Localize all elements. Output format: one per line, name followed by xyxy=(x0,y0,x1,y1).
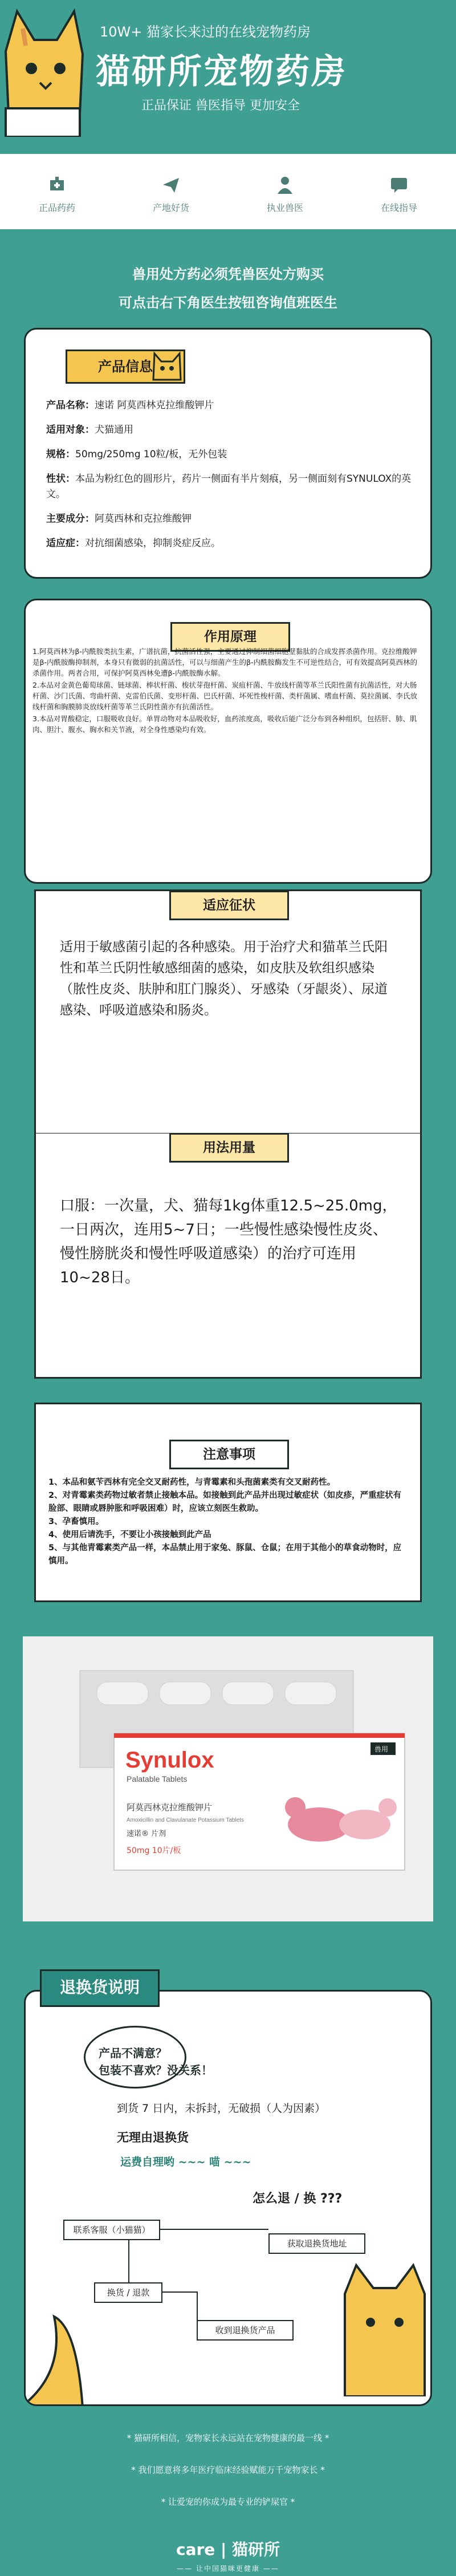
returns-q1: 产品不满意？ xyxy=(99,2046,167,2060)
footer-line: * 我们愿意将多年医疗临床经验赋能万千宠物家长 * xyxy=(131,2465,325,2475)
step-address: 获取退换货地址 xyxy=(268,2233,365,2254)
vet-tag-text: 兽用 xyxy=(374,1745,389,1753)
plane-icon xyxy=(161,174,181,195)
feature-origin xyxy=(114,170,228,214)
step-receive: 收到退换货产品 xyxy=(197,2320,294,2341)
product-en-text: Amoxicillin and Clavulanate Potassium Tablets xyxy=(127,1817,245,1823)
info-row: 规格：50mg/250mg 10粒/板，无外包装 xyxy=(46,449,227,460)
product-box-image xyxy=(23,1636,433,1921)
flow-arrow xyxy=(128,2239,129,2282)
feature-online xyxy=(342,170,456,214)
product-sub-text: Palatable Tablets xyxy=(127,1774,188,1783)
cat-tail-icon xyxy=(24,2305,88,2406)
info-row: 适用对象：犬猫通用 xyxy=(46,424,133,436)
returns-how: 怎么退 / 换 ??? xyxy=(253,2192,343,2206)
notice-line-2: 可点击右下角医生按钮咨询值班医生 xyxy=(119,295,337,311)
cat-mascot-icon xyxy=(0,0,85,137)
returns-shipping-note: 运费自理哟 ~~~ 喵 ~~~ xyxy=(120,2156,251,2168)
feature-vet xyxy=(228,170,342,214)
header-subline: 正品保证 兽医指导 更加安全 xyxy=(141,99,300,113)
returns-rule: 到货 7 日内，未拆封，无破损（人为因素） xyxy=(117,2102,326,2115)
feature-label: 在线指导 xyxy=(380,202,417,213)
product-info-card xyxy=(24,328,432,579)
step-refund: 换货 / 退款 xyxy=(94,2282,162,2303)
feature-bar xyxy=(0,154,456,229)
indications-title: 适应征状 xyxy=(169,891,289,920)
flow-arrow xyxy=(160,2229,268,2230)
note-item: 1、本品和氨苄西林有完全交叉耐药性，与青霉素和头孢菌素类有交叉耐药性。 xyxy=(48,1478,336,1487)
cat-mascot-icon xyxy=(333,2260,430,2396)
footer-line: * 猫研所相信，宠物家长永远站在宠物健康的最一线 * xyxy=(127,2433,329,2443)
info-row: 适应症：对抗细菌感染，抑制炎症反应。 xyxy=(46,538,221,549)
feature-genuine xyxy=(0,170,114,214)
flow-arrow xyxy=(162,2291,197,2293)
header xyxy=(0,0,456,154)
flow-arrow xyxy=(197,2291,198,2320)
mechanism-para: 2.本品对金黄色葡萄球菌、链球菌、棒状杆菌、梭状芽孢杆菌、炭疽杆菌、牛放线杆菌等革兰氏阳性菌有抗菌活性，对大肠杆菌、沙门氏菌、弯曲杆菌、克雷伯氏菌、变形杆菌、巴氏杆菌、坏死性梭杆菌、类杆菌属、嗜血杆菌、莫拉菌属、李氏放线杆菌和胸膜肺炎放线杆菌等革兰氏阴性菌亦有抗菌活性。 xyxy=(32,681,418,711)
mechanism-title: 作用原理 xyxy=(170,622,290,652)
dosage-text: 口服：一次量，犬、猫每1kg体重12.5~25.0mg，一日两次，连用5~7日；一些慢性感染慢性皮炎、慢性膀胱炎和慢性呼吸道感染）的治疗可连用10~28日。 xyxy=(60,1197,397,1286)
info-row: 性状：本品为粉红色的圆形片，药片一侧面有半片刻痕，另一侧面刻有SYNULOX的英文。 xyxy=(46,473,412,500)
returns-title: 退换货说明 xyxy=(40,1969,160,2007)
notes-title: 注意事项 xyxy=(169,1440,289,1469)
product-info-title: 产品信息 xyxy=(66,350,185,384)
dosage-title: 用法用量 xyxy=(169,1133,289,1163)
notes-card xyxy=(34,1403,422,1602)
dosage-card xyxy=(34,1133,422,1379)
mechanism-para: 3.本品对胃酸稳定，口服吸收良好。单胃动物对本品吸收好，血药浓度高，吸收后能广泛分布到各种组织，包括肝、肺、肌肉、胆汁、腹水、胸水和关节液，对全身性感染均有效。 xyxy=(32,714,417,734)
product-photo xyxy=(23,1636,433,1921)
returns-q2: 包装不喜欢？没关系！ xyxy=(99,2063,213,2077)
prescription-notice xyxy=(0,229,456,324)
footer-logo xyxy=(0,2537,456,2573)
product-cn-short-text: 速诺® 片剂 xyxy=(127,1830,166,1838)
indications-card xyxy=(34,889,422,1135)
header-slogan: 10W+ 猫家长来过的在线宠物药房 xyxy=(100,24,311,40)
feature-label: 正品药药 xyxy=(38,202,75,213)
note-item: 2、对青霉素类药物过敏者禁止接触本品。如接触到此产品并出现过敏症状（如皮疹，严重症状有脸部、眼睛或唇肿胀和呼吸困难）时，应该立刻医生救助。 xyxy=(48,1491,402,1513)
notes-list xyxy=(48,1476,408,1568)
medicine-icon xyxy=(47,174,67,195)
feature-label: 产地好货 xyxy=(152,202,189,213)
product-info-list xyxy=(46,398,413,560)
returns-card xyxy=(24,1990,432,2406)
logo-subtitle: —— 让中国猫咪更健康 —— xyxy=(177,2565,279,2573)
note-item: 3、孕畜慎用。 xyxy=(48,1517,104,1526)
mechanism-para: 1.阿莫西林为β-内酰胺类抗生素，广谱抗菌，抗菌活性强，主要通过抑制细菌细胞壁黏肽的合成发挥杀菌作用。克拉维酸钾是β-内酰胺酶抑制剂，本身只有微弱的抗菌活性，可以与细菌产生的β-内酰胺酶发生不可逆性结合，可有效提高阿莫西林的杀菌作用。两者合用，可保护阿莫西林免遭β-内酰胺酶水解。 xyxy=(32,647,417,677)
feature-label: 执业兽医 xyxy=(266,202,303,213)
note-item: 5、与其他青霉素类产品一样，本品禁止用于家兔、豚鼠、仓鼠；在用于其他小的草食动物时，应慎用。 xyxy=(48,1543,402,1566)
mechanism-text xyxy=(32,646,424,736)
info-row: 主要成分：阿莫西林和克拉维酸钾 xyxy=(46,513,192,525)
notice-line-1: 兽用处方药必须凭兽医处方购买 xyxy=(132,266,324,282)
returns-no-reason: 无理由退换货 xyxy=(117,2131,189,2144)
note-item: 4、使用后请洗手，不要让小孩接触到此产品 xyxy=(48,1530,211,1539)
product-spec-text: 50mg 10片/板 xyxy=(127,1846,181,1855)
product-cn-text: 阿莫西林克拉维酸钾片 xyxy=(127,1802,213,1813)
indications-text: 适用于敏感菌引起的各种感染。用于治疗犬和猫革兰氏阳性和革兰氏阴性敏感细菌的感染，如皮肤及软组织感染（脓性皮炎、肤肿和肛门腺炎）、牙感染（牙龈炎）、尿道感染、呼吸道感染和肠炎。 xyxy=(60,940,388,1018)
vet-icon xyxy=(275,174,295,195)
info-row: 产品名称：速诺 阿莫西林克拉维酸钾片 xyxy=(46,400,214,411)
brand-title: 猫研所宠物药房 xyxy=(96,52,347,92)
logo-text: care | 猫研所 xyxy=(176,2540,280,2559)
product-brand-text: Synulox xyxy=(125,1748,214,1773)
mechanism-card xyxy=(24,599,432,884)
chat-icon xyxy=(389,174,409,195)
footer-line: * 让爱宠的你成为最专业的铲屎官 * xyxy=(161,2497,295,2507)
cat-peek-icon xyxy=(150,346,184,382)
step-contact: 联系客服（小猫猫） xyxy=(63,2220,160,2240)
footer-lines xyxy=(0,2432,456,2528)
